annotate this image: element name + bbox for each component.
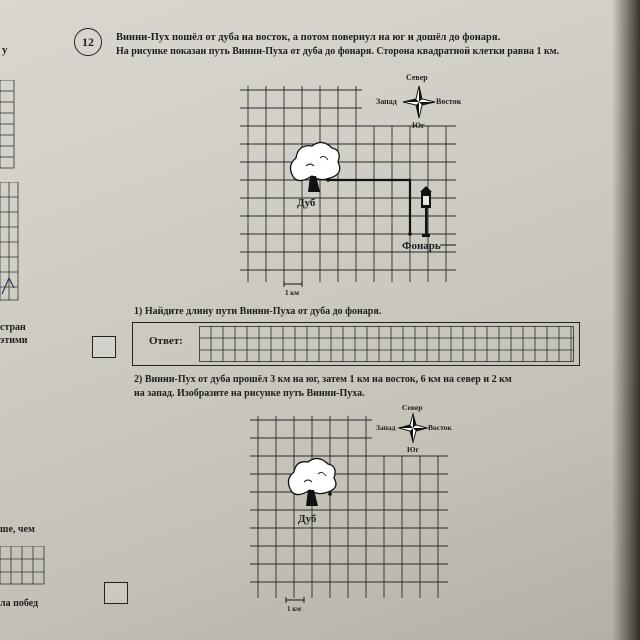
oak-label-1: Дуб xyxy=(297,197,316,209)
lamp-point xyxy=(408,232,412,236)
left-text-b1: ше, чем xyxy=(0,524,35,535)
left-page-fragment xyxy=(0,0,39,640)
question-1-text: 1) Найдите длину пути Винни-Пуха от дуба до фонаря. xyxy=(134,306,382,317)
compass-rose-2 xyxy=(399,414,427,442)
left-text-a2: этими xyxy=(0,335,28,346)
oak-label-2: Дуб xyxy=(298,513,317,525)
question-2-line-2: на запад. Изобразите на рисунке путь Винни-Пуха. xyxy=(134,388,365,399)
figure-2-map[interactable] xyxy=(244,402,464,614)
scale-label-1: 1 км xyxy=(285,289,300,297)
compass-east-label-2: Восток xyxy=(428,423,452,432)
task-line-2: На рисунке показан путь Винни-Пуха от дуба до фонаря. Сторона квадратной клетки равна 1 км. xyxy=(116,46,560,57)
left-grid-top xyxy=(0,80,22,170)
oak-tree-icon-1 xyxy=(290,142,339,192)
score-box-2[interactable] xyxy=(104,582,128,604)
oak-point-2 xyxy=(328,492,332,496)
left-grid-bottom xyxy=(0,546,46,586)
compass-north-label-2: Север xyxy=(402,403,423,412)
left-text-c1: ла побед xyxy=(0,598,39,609)
compass-south-label-2: Юг xyxy=(407,445,419,454)
left-text-a1: стран xyxy=(0,322,26,333)
page-edge-shadow xyxy=(612,0,640,640)
street-lamp-icon xyxy=(420,186,432,237)
answer-label: Ответ: xyxy=(149,335,183,347)
left-grid-mid xyxy=(0,182,22,302)
scale-bar-1 xyxy=(284,281,302,287)
lamp-label: Фонарь xyxy=(402,240,441,252)
figure-2-grid xyxy=(250,416,448,598)
oak-tree-icon-2 xyxy=(288,458,336,506)
score-box-1[interactable] xyxy=(92,336,116,358)
compass-north-label-1: Север xyxy=(406,73,428,82)
scale-label-2: 1 км xyxy=(287,605,302,613)
compass-east-label-1: Восток xyxy=(436,97,462,106)
compass-rose-1 xyxy=(403,86,435,118)
pooh-path-1 xyxy=(328,180,410,234)
figure-1-map xyxy=(236,70,476,300)
compass-west-label-2: Запад xyxy=(376,423,396,432)
task-line-1: Винни-Пух пошёл от дуба на восток, а потом повернул на юг и дошёл до фонаря. xyxy=(116,32,501,43)
answer-cells-grid[interactable] xyxy=(199,326,575,362)
compass-south-label-1: Юг xyxy=(412,121,425,130)
figure-1-grid xyxy=(240,86,456,282)
task-number-circle: 12 xyxy=(74,28,102,56)
compass-west-label-1: Запад xyxy=(376,97,397,106)
question-2-line-1: 2) Винни-Пух от дуба прошёл 3 км на юг, затем 1 км на восток, 6 км на север и 2 км xyxy=(134,374,512,385)
left-text-top: у xyxy=(2,44,8,56)
answer-box xyxy=(132,322,580,366)
scale-bar-2 xyxy=(286,597,304,603)
